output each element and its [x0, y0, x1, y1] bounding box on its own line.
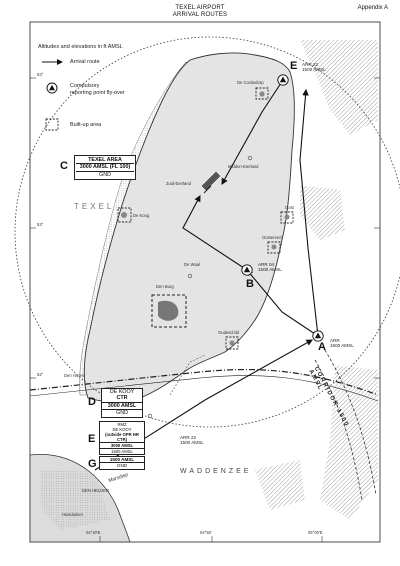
tick-left-top: 53°: [37, 72, 44, 77]
place-zuid-eierland: Zuid-Eierland: [166, 181, 191, 186]
oosterend-town: [272, 245, 277, 250]
legend-route-label: Arrival route: [70, 59, 100, 65]
place-oudeschild: Oudeschild: [218, 330, 239, 335]
de-cocksdorp-town: [259, 91, 264, 96]
area-d-letter: D: [88, 396, 96, 408]
appendix-label: Appendix A: [357, 5, 388, 11]
place-de-waal: De Waal: [184, 262, 200, 267]
waddenzee-label: WADDENZEE: [180, 468, 252, 475]
oost-town: [285, 215, 290, 220]
point-b-label: ARR 04 1500 AMSL: [258, 262, 282, 273]
place-oosterend: Oosterend: [262, 235, 282, 240]
reporting-point-a: [313, 331, 323, 341]
point-a-letter: A: [318, 341, 326, 353]
den-hoorn-marker: [148, 414, 152, 418]
tick-left-bottom: 52°: [37, 372, 44, 377]
point-a-label: ARR 1500 AMSL: [330, 338, 354, 349]
area-g-letter: G: [88, 458, 97, 470]
place-midden-eierland: Midden-Eierland: [228, 164, 259, 169]
area-e-box: RMZ DE KOOY (outside OPR HR CTR) 3000 AMSL 1500 AMSL: [99, 421, 145, 455]
corridor-label: CORRIDOR 1500 AMSL: [307, 366, 350, 429]
area-g-box: 1500 AMSL GND: [99, 456, 145, 470]
tick-bottom-right: 05°00'E: [308, 530, 323, 535]
de-koog-town: [121, 212, 127, 218]
reporting-point-b: [242, 265, 252, 275]
oudeschild-town: [230, 341, 235, 346]
area-c-letter: C: [60, 160, 68, 172]
place-de-cocksdorp: De Cocksdorp: [237, 80, 264, 85]
texel-island: [84, 53, 294, 401]
point-e-label: ARR 22 1500 AMSL: [302, 62, 326, 73]
legend-heading: Altitudes and elevations in ft AMSL: [38, 44, 123, 50]
tick-bottom-mid: 04°50': [200, 530, 212, 535]
title-line-1: TEXEL AIRPORT: [175, 5, 225, 11]
point-b-letter: B: [246, 278, 254, 290]
place-den-burg: Den Burg: [156, 284, 174, 289]
area-d-box: DE KOOY CTR 3000 AMSL GND: [101, 388, 143, 418]
tick-bottom-left: 04°40'E: [86, 530, 101, 535]
place-de-koog: De Koog: [133, 213, 150, 218]
place-huisduinen: Huisduinen: [62, 512, 83, 517]
area-c-box: TEXEL AREA 3000 AMSL (FL 100) GND: [74, 155, 136, 180]
legend-builtup-icon: [46, 119, 58, 130]
mudflat-south: [255, 460, 305, 510]
marsdiep-label: Marsdiep: [107, 471, 130, 485]
reporting-point-e: [278, 75, 288, 85]
place-den-hoorn: Den Hoorn: [64, 373, 85, 378]
point-e-letter: E: [290, 60, 298, 72]
place-oost: Oost: [285, 205, 294, 210]
legend-reporting-point-icon: [47, 83, 57, 93]
south-route-label: ARR 22 1500 AMSL: [180, 435, 204, 446]
area-e-letter: E: [88, 433, 96, 445]
tick-left-mid: 53°: [37, 222, 44, 227]
legend-reporting-point-label: Compulsory reporting point fly-over: [70, 83, 125, 96]
mudflat-north: [300, 40, 378, 135]
title-line-2: ARRIVAL ROUTES: [172, 12, 228, 18]
texel-label: TEXEL: [74, 202, 115, 211]
legend-builtup-label: Built-up area: [70, 122, 102, 128]
place-den-helder: DEN HELDER: [82, 488, 109, 493]
